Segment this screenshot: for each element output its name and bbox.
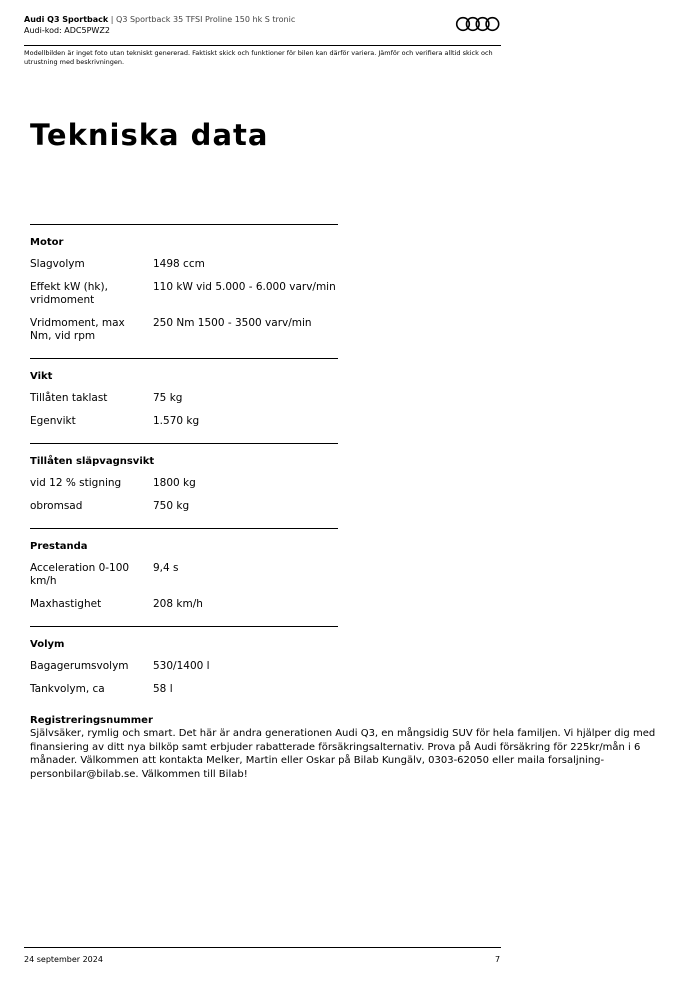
spec-label: Slagvolym (30, 258, 85, 270)
spec-row (30, 562, 338, 588)
spec-value: 250 Nm 1500 - 3500 varv/min (153, 317, 312, 329)
spec-label: Tankvolym, ca (30, 683, 105, 695)
section-title: Vikt (30, 371, 53, 382)
spec-value: 58 l (153, 683, 173, 695)
spec-row (30, 317, 338, 343)
spec-label: obromsad (30, 500, 83, 512)
registration-title: Registreringsnummer (30, 715, 153, 726)
spec-value: 9,4 s (153, 562, 179, 574)
page-title: Tekniska data (30, 118, 269, 152)
spec-label: Effekt kW (hk), vridmoment (30, 281, 108, 306)
spec-section-prestanda (30, 528, 338, 626)
spec-row (30, 258, 338, 271)
section-title: Motor (30, 237, 64, 248)
spec-row (30, 660, 338, 673)
spec-value: 75 kg (153, 392, 183, 404)
spec-row (30, 683, 338, 696)
spec-table (30, 224, 338, 711)
spec-label: Acceleration 0-100 km/h (30, 562, 130, 587)
spec-row (30, 477, 338, 490)
header-variant: Q3 Sportback 35 TFSI Proline 150 hk S tronic (116, 15, 296, 24)
spec-label: Egenvikt (30, 415, 76, 427)
spec-row (30, 392, 338, 405)
spec-value: 750 kg (153, 500, 190, 512)
header-audi-code: Audi-kod: ADC5PWZ2 (24, 26, 110, 35)
spec-row (30, 500, 338, 513)
page-header (24, 14, 501, 36)
spec-value: 1800 kg (153, 477, 196, 489)
spec-row (30, 598, 338, 611)
registration-description: Självsäker, rymlig och smart. Det här är andra generationen Audi Q3, en mångsidig SUV för hela familjen. Vi hjälper dig med finansiering av ditt nya bilköp samt erbjuder rabatterade försäkringsalternativ. Prova på Audi försäkring för 225kr/mån i 6 månader. Välkommen att kontakta Melker, Martin eller Oskar på Bilab Kungälv, 0303-62050 eller maila forsaljning-personbilar@bilab.se. Välkommen till Bilab! (30, 728, 656, 780)
disclaimer-text: Modellbilden är inget foto utan tekniskt genererad. Faktiskt skick och funktioner för bilen kan därför variera. Jämför och verifiera alltid skick och utrustning med beskrivningen. (24, 49, 493, 66)
section-title: Prestanda (30, 541, 88, 552)
header-divider (24, 45, 501, 46)
spec-label: Maxhastighet (30, 598, 102, 610)
registration-block (30, 714, 670, 781)
spec-section-volym (30, 626, 338, 711)
spec-value: 1498 ccm (153, 258, 205, 270)
spec-section-motor (30, 224, 338, 358)
spec-row (30, 415, 338, 428)
spec-label: Vridmoment, max Nm, vid rpm (30, 317, 125, 342)
spec-row (30, 281, 338, 307)
section-title: Volym (30, 639, 65, 650)
header-model: Audi Q3 Sportback (24, 15, 109, 24)
spec-value: 1.570 kg (153, 415, 200, 427)
footer-divider (24, 947, 501, 948)
spec-section-vikt (30, 358, 338, 443)
spec-value: 110 kW vid 5.000 - 6.000 varv/min (153, 281, 336, 293)
spec-value: 530/1400 l (153, 660, 210, 672)
spec-section-slapvagnsvikt (30, 443, 338, 528)
spec-value: 208 km/h (153, 598, 203, 610)
spec-label: Bagagerumsvolym (30, 660, 129, 672)
spec-label: vid 12 % stigning (30, 477, 122, 489)
section-title: Tillåten släpvagnsvikt (30, 456, 155, 467)
footer-date: 24 september 2024 (24, 955, 103, 964)
page-number: 7 (495, 955, 501, 964)
audi-rings-logo-icon (455, 16, 501, 32)
header-separator: | (108, 15, 117, 24)
header-model-line (24, 14, 501, 25)
spec-label: Tillåten taklast (30, 392, 108, 404)
